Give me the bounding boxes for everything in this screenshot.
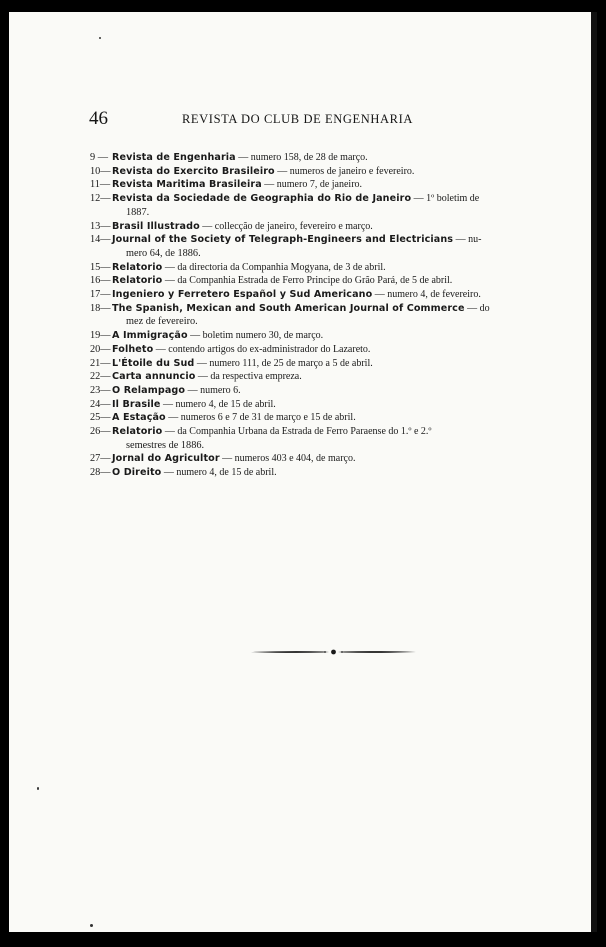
- entry-title: Revista da Sociedade de Geographia do Rio de Janeiro: [112, 193, 412, 205]
- entry-description: — do: [464, 302, 490, 314]
- running-title: REVISTA DO CLUB DE ENGENHARIA: [182, 112, 413, 126]
- entry-number: 17—: [90, 289, 111, 301]
- entry-description: — numero 4, de 15 de abril.: [161, 467, 277, 479]
- list-item: [90, 398, 520, 412]
- entry-number: 22—: [90, 371, 111, 383]
- publication-list: [90, 151, 520, 480]
- entry-number: 25—: [90, 412, 111, 424]
- scan-speck: [90, 924, 93, 927]
- entry-title: A Estação: [112, 412, 166, 424]
- entry-title: Carta annuncio: [112, 371, 196, 383]
- entry-title: Journal of the Society of Telegraph-Engineers and Electricians: [112, 234, 454, 246]
- entry-number: 19—: [90, 330, 111, 342]
- list-item: [90, 411, 520, 425]
- entry-title: Relatorio: [112, 275, 163, 287]
- entry-title: L'Étoile du Sud: [112, 357, 195, 369]
- entry-number: 11—: [90, 179, 111, 191]
- scan-speck: [99, 37, 101, 39]
- entry-description: — numero 4, de 15 de abril.: [160, 398, 276, 410]
- list-item: [90, 274, 520, 288]
- entry-number: 14—: [90, 234, 111, 246]
- list-item: [90, 178, 520, 192]
- entry-description: — da respectiva empreza.: [195, 371, 302, 383]
- entry-continuation: semestres de 1886.: [126, 439, 205, 451]
- entry-description: — numero 4, de fevereiro.: [372, 289, 481, 301]
- entry-description: — da Companhia Urbana da Estrada de Ferro Paraense do 1.º e 2.º: [162, 426, 432, 438]
- entry-description: — numeros de janeiro e fevereiro.: [274, 165, 415, 177]
- entry-description: — numeros 6 e 7 de 31 de março e 15 de abril.: [165, 412, 356, 424]
- entry-title: Relatorio: [112, 261, 163, 273]
- list-item: [90, 192, 520, 206]
- ornament-divider: [251, 646, 416, 658]
- list-item: [90, 452, 520, 466]
- entry-number: 10—: [90, 165, 111, 177]
- entry-description: — da directoria da Companhia Mogyana, de 3 de abril.: [162, 261, 386, 273]
- entry-description: — nu-: [453, 234, 482, 246]
- entry-title: Revista de Engenharia: [112, 152, 236, 163]
- entry-title: Brasil Illustrado: [112, 220, 200, 232]
- list-item: [90, 370, 520, 384]
- list-item: [90, 288, 520, 302]
- entry-number: 28—: [90, 467, 111, 479]
- entry-description: — da Companhia Estrada de Ferro Principe do Grão Pará, de 5 de abril.: [162, 275, 453, 287]
- list-item: [90, 220, 520, 234]
- list-item: [90, 384, 520, 398]
- entry-title: A Immigração: [112, 330, 188, 342]
- list-item: [90, 425, 520, 439]
- page-number: 46: [89, 108, 108, 129]
- entry-title: Il Brasile: [112, 398, 161, 410]
- entry-description: — numero 158, de 28 de março.: [235, 152, 368, 163]
- entry-title: O Relampago: [112, 384, 186, 396]
- list-item: [90, 233, 520, 247]
- entry-number: 16—: [90, 275, 111, 287]
- entry-description: — contendo artigos do ex-administrador do Lazareto.: [153, 343, 371, 355]
- list-item: [90, 343, 520, 357]
- entry-continuation: 1887.: [126, 206, 150, 218]
- entry-number: 13—: [90, 220, 111, 232]
- entry-number: 21—: [90, 357, 111, 369]
- entry-number: 20—: [90, 343, 111, 355]
- list-item: [90, 151, 520, 165]
- entry-title: Revista do Exercito Brasileiro: [112, 165, 275, 177]
- list-item: [90, 165, 520, 179]
- entry-number: 23—: [90, 384, 111, 396]
- entry-description: — boletim numero 30, de março.: [187, 330, 324, 342]
- entry-number: 15—: [90, 261, 111, 273]
- entry-title: Jornal do Agricultor: [112, 453, 220, 465]
- entry-number: 24—: [90, 398, 111, 410]
- entry-description: — collecção de janeiro, fevereiro e março.: [199, 220, 373, 232]
- scan-edge: [591, 12, 597, 932]
- entry-title: The Spanish, Mexican and South American Journal of Commerce: [112, 302, 465, 314]
- entry-title: Folheto: [112, 343, 154, 355]
- entry-number: 9 —: [90, 152, 109, 163]
- entry-number: 18—: [90, 302, 111, 314]
- entry-description: — numero 111, de 25 de março a 5 de abril.: [194, 357, 373, 369]
- scan-speck: [37, 787, 39, 790]
- scanned-page: [9, 12, 591, 932]
- entry-title: O Direito: [112, 467, 162, 479]
- entry-number: 12—: [90, 193, 111, 205]
- list-item: [90, 329, 520, 343]
- entry-number: 26—: [90, 426, 111, 438]
- entry-number: 27—: [90, 453, 111, 465]
- list-item: [90, 466, 520, 480]
- entry-description: — numero 6.: [185, 384, 241, 396]
- entry-continuation: mez de fevereiro.: [126, 316, 198, 328]
- entry-continuation: mero 64, de 1886.: [126, 247, 201, 259]
- entry-description: — numero 7, de janeiro.: [261, 179, 363, 191]
- entry-title: Relatorio: [112, 426, 163, 438]
- entry-description: — 1º boletim de: [411, 193, 480, 205]
- entry-title: Ingeniero y Ferretero Español y Sud Americano: [112, 289, 373, 301]
- entry-description: — numeros 403 e 404, de março.: [219, 453, 356, 465]
- list-item: [90, 302, 520, 316]
- page-header: [89, 108, 429, 132]
- list-item: [90, 357, 520, 371]
- entry-title: Revista Maritima Brasileira: [112, 179, 262, 191]
- list-item: [90, 261, 520, 275]
